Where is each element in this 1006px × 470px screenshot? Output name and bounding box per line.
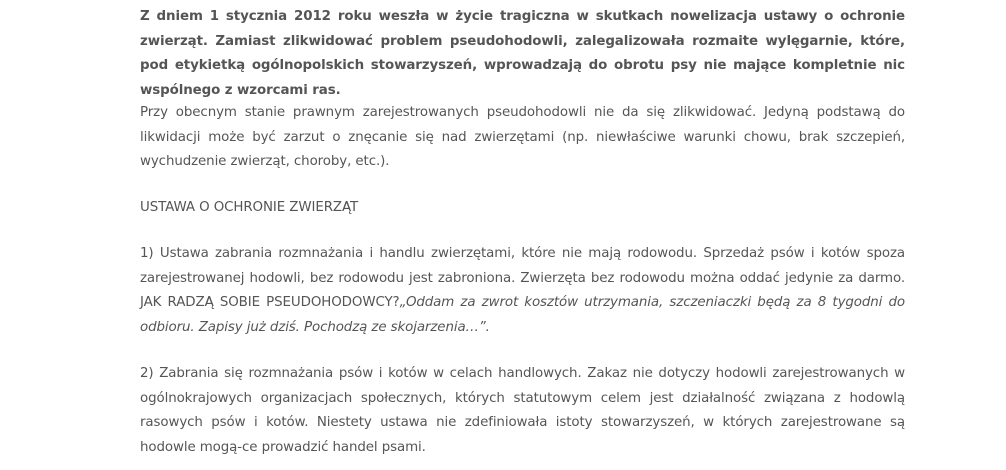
section-heading: USTAWA O OCHRONIE ZWIERZĄT (140, 200, 359, 215)
paragraph-point-1-quote: „Oddam za zwrot kosztów utrzymania, szczeniaczki będą za 8 tygodni do odbioru. Zapisy już dziś. Pochodzą ze skojarzenia…”. (140, 295, 906, 335)
paragraph-point-1 (140, 242, 905, 340)
lead-paragraph: Z dniem 1 stycznia 2012 roku weszła w życie tragiczna w skutkach nowelizacja ustawy o ochronie zwierząt. Zamiast zlikwidować problem pseudohodowli, zalegalizowała rozmaite wylęgarnie, które, pod etykietką ogólnopolskich stowarzyszeń, wprowadzają do obrotu psy nie mające kompletnie nic wspólnego z wzorcami ras. (140, 9, 905, 98)
paragraph-legal-status: Przy obecnym stanie prawnym zarejestrowanych pseudohodowli nie da się zlikwidować. Jedyną podstawą do likwidacji może być zarzut o znęcanie się nad zwierzętami (np. niewłaściwe warunki chowu, brak szczepień, wychudzenie zwierząt, choroby, etc.). (140, 105, 905, 169)
paragraph-point-1-text: 1) Ustawa zabrania rozmnażania i handlu zwierzętami, które nie mają rodowodu. Sprzedaż psów i kotów spoza zarejestrowanej hodowli, bez rodowodu jest zabroniona. Zwierzęta bez rodowodu można oddać jedynie za darmo. JAK RADZĄ SOBIE PSEUDOHODOWCY? (140, 246, 905, 310)
paragraph-point-2: 2) Zabrania się rozmnażania psów i kotów w celach handlowych. Zakaz nie dotyczy hodowli zarejestrowanych w ogólnokrajowych organizacjach społecznych, których statutowym celem jest działalność związana z hodowlą rasowych psów i kotów. Niestety ustawa nie zdefiniowała istoty stowarzyszeń, w których zarejestrowane są hodowle mogą-ce prowadzić handel psami. (140, 366, 905, 455)
